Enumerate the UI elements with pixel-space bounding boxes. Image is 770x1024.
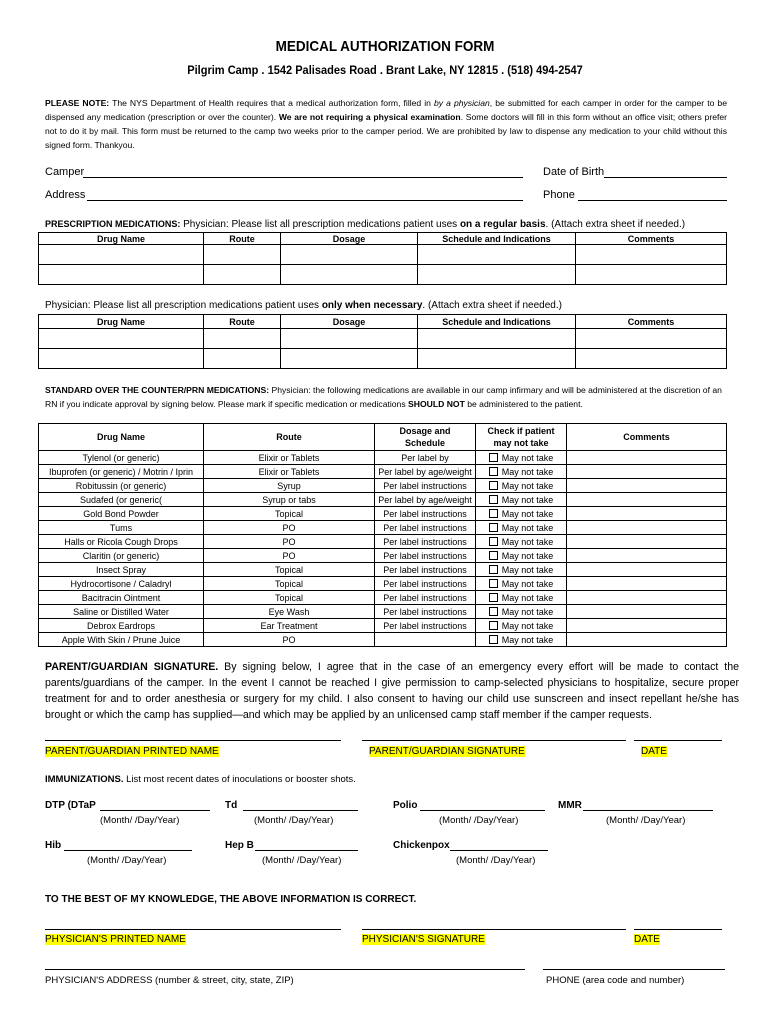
camper-input[interactable] (83, 177, 523, 178)
parent-signature-input[interactable] (362, 740, 626, 741)
otc-comments-cell[interactable] (567, 591, 727, 605)
otc-route-cell: Topical (204, 591, 375, 605)
otc-dosage-cell: Per label instructions (375, 619, 476, 633)
checkbox-icon[interactable] (489, 635, 498, 644)
otc-route-cell: Elixir or Tablets (204, 451, 375, 465)
otc-drug-cell: Claritin (or generic) (39, 549, 204, 563)
page-title: MEDICAL AUTHORIZATION FORM (275, 38, 495, 55)
may-not-take-label: May not take (501, 634, 554, 645)
td-label: Td (225, 800, 238, 811)
otc-drug-cell: Insect Spray (39, 563, 204, 577)
may-not-take-label: May not take (501, 452, 554, 463)
otc-drug-cell: Gold Bond Powder (39, 507, 204, 521)
table-row (39, 605, 727, 619)
may-not-take-label: May not take (501, 536, 554, 547)
otc-dosage-cell: Per label instructions (375, 563, 476, 577)
otc-dosage-cell: Per label by (375, 451, 476, 465)
may-not-take-label: May not take (501, 592, 554, 603)
table-row[interactable] (39, 349, 727, 369)
otc-check-cell[interactable] (476, 591, 567, 605)
otc-check-cell[interactable] (476, 451, 567, 465)
otc-route-cell: Ear Treatment (204, 619, 375, 633)
table-row (39, 619, 727, 633)
rx-table (38, 232, 727, 285)
otc-comments-cell[interactable] (567, 479, 727, 493)
physician-phone-input[interactable] (543, 969, 725, 970)
otc-drug-cell: Tylenol (or generic) (39, 451, 204, 465)
td-format: (Month/ /Day/Year) (254, 815, 334, 826)
otc-route-cell: Topical (204, 577, 375, 591)
prn-col-comments: Comments (576, 315, 727, 329)
camper-label: Camper (45, 166, 85, 178)
checkbox-icon[interactable] (489, 523, 498, 532)
physician-signature-input[interactable] (362, 929, 626, 930)
rx-col-route: Route (204, 233, 281, 245)
otc-check-cell[interactable] (476, 619, 567, 633)
otc-route-cell: Eye Wash (204, 605, 375, 619)
otc-drug-cell: Debrox Eardrops (39, 619, 204, 633)
phone-label: Phone (543, 189, 575, 201)
may-not-take-label: May not take (501, 480, 554, 491)
may-not-take-label: May not take (501, 522, 554, 533)
otc-check-cell[interactable] (476, 507, 567, 521)
address-input[interactable] (87, 200, 523, 201)
table-row[interactable] (39, 329, 727, 349)
otc-dosage-cell: Per label instructions (375, 591, 476, 605)
otc-route-cell: PO (204, 633, 375, 647)
otc-check-cell[interactable] (476, 563, 567, 577)
physician-printed-name-label: PHYSICIAN'S PRINTED NAME (45, 934, 186, 945)
may-not-take-label: May not take (501, 508, 554, 519)
rx-col-dosage: Dosage (281, 233, 418, 245)
hib-input[interactable] (64, 850, 192, 851)
otc-route-cell: PO (204, 535, 375, 549)
otc-drug-cell: Halls or Ricola Cough Drops (39, 535, 204, 549)
otc-check-cell[interactable] (476, 535, 567, 549)
checkbox-icon[interactable] (489, 579, 498, 588)
otc-col-drug: Drug Name (39, 424, 204, 451)
otc-comments-cell[interactable] (567, 633, 727, 647)
otc-drug-cell: Hydrocortisone / Caladryl (39, 577, 204, 591)
parent-printed-name-label: PARENT/GUARDIAN PRINTED NAME (45, 746, 219, 757)
checkbox-icon[interactable] (489, 467, 498, 476)
address-label: Address (45, 189, 86, 201)
mmr-format: (Month/ /Day/Year) (606, 815, 686, 826)
dtp-format: (Month/ /Day/Year) (100, 815, 180, 826)
prn-col-route: Route (204, 315, 281, 329)
otc-comments-cell[interactable] (567, 507, 727, 521)
parent-date-label: DATE (641, 746, 667, 757)
otc-drug-cell: Ibuprofen (or generic) / Motrin / Iprin (39, 465, 204, 479)
prn-col-drug: Drug Name (39, 315, 204, 329)
table-row (39, 451, 727, 465)
hepb-format: (Month/ /Day/Year) (262, 855, 342, 866)
physician-signature-label: PHYSICIAN'S SIGNATURE (362, 934, 485, 945)
otc-route-cell: Elixir or Tablets (204, 465, 375, 479)
parent-signature-label: PARENT/GUARDIAN SIGNATURE (369, 746, 525, 757)
mmr-input[interactable] (583, 810, 713, 811)
mmr-label: MMR (558, 800, 582, 811)
chickenpox-format: (Month/ /Day/Year) (456, 855, 536, 866)
otc-check-cell[interactable] (476, 549, 567, 563)
otc-dosage-cell: Per label instructions (375, 507, 476, 521)
rx-col-comments: Comments (576, 233, 727, 245)
otc-comments-cell[interactable] (567, 549, 727, 563)
otc-dosage-cell: Per label instructions (375, 521, 476, 535)
polio-format: (Month/ /Day/Year) (439, 815, 519, 826)
chickenpox-label: Chickenpox (393, 840, 450, 851)
phone-input[interactable] (578, 200, 727, 201)
may-not-take-label: May not take (501, 466, 554, 477)
otc-drug-cell: Apple With Skin / Prune Juice (39, 633, 204, 647)
may-not-take-label: May not take (501, 578, 554, 589)
otc-drug-cell: Tums (39, 521, 204, 535)
physician-address-input[interactable] (45, 969, 525, 970)
checkbox-icon[interactable] (489, 537, 498, 546)
otc-check-cell[interactable] (476, 521, 567, 535)
camp-address: Pilgrim Camp . 1542 Palisades Road . Brant Lake, NY 12815 . (518) 494-2547 (187, 63, 583, 77)
table-row (39, 535, 727, 549)
table-row (39, 479, 727, 493)
rx-heading: PRESCRIPTION MEDICATIONS: Physician: Please list all prescription medications patient uses on a regular basis. (Attach extra sheet if needed.) (45, 219, 686, 230)
otc-route-cell: Topical (204, 563, 375, 577)
hepb-input[interactable] (255, 850, 358, 851)
rx-col-drug: Drug Name (39, 233, 204, 245)
otc-drug-cell: Robitussin (or generic) (39, 479, 204, 493)
physician-date-input[interactable] (634, 929, 722, 930)
otc-route-cell: Syrup or tabs (204, 493, 375, 507)
table-row (39, 633, 727, 647)
otc-comments-cell[interactable] (567, 493, 727, 507)
otc-drug-cell: Sudafed (or generic( (39, 493, 204, 507)
table-row[interactable] (39, 265, 727, 285)
prn-col-schedule: Schedule and Indications (418, 315, 576, 329)
otc-col-comments: Comments (567, 424, 727, 451)
parent-printed-name-input[interactable] (45, 740, 341, 741)
rx-col-schedule: Schedule and Indications (418, 233, 576, 245)
polio-label: Polio (393, 800, 418, 811)
checkbox-icon[interactable] (489, 453, 498, 462)
parent-date-input[interactable] (634, 740, 722, 741)
may-not-take-label: May not take (501, 620, 554, 631)
otc-dosage-cell: Per label by age/weight (375, 465, 476, 479)
physician-printed-name-input[interactable] (45, 929, 341, 930)
checkbox-icon[interactable] (489, 495, 498, 504)
parent-consent: PARENT/GUARDIAN SIGNATURE. By signing below, I agree that in the case of an emergency every effort will be made to contact the parents/guardians of the camper. In the event I cannot be reached I give permission to camp-selected physicians to hospitalize, secure proper treatment for and to order anesthesia or surgery for my child. I also consent to having our child use sunscreen and insect repellant he/she has brought or which the camp has supplied—and which may be applied by an unlicensed camp staff member if the camper requests. (45, 661, 739, 721)
checkbox-icon[interactable] (489, 565, 498, 574)
dob-input[interactable] (604, 177, 727, 178)
td-input[interactable] (243, 810, 358, 811)
prn-table (38, 314, 727, 369)
otc-col-route: Route (204, 424, 375, 451)
otc-comments-cell[interactable] (567, 563, 727, 577)
otc-check-cell[interactable] (476, 605, 567, 619)
otc-check-cell[interactable] (476, 479, 567, 493)
otc-heading: STANDARD OVER THE COUNTER/PRN MEDICATIONS: Physician: the following medications are available in our camp infirmary and will be administered at the discretion of an RN if you indicate approval by signing below. Please mark if specific medication or medications SHOULD NOT be administered to the patient. (45, 385, 722, 409)
otc-comments-cell[interactable] (567, 619, 727, 633)
hib-label: Hib (45, 840, 62, 851)
otc-comments-cell[interactable] (567, 577, 727, 591)
physician-certify: TO THE BEST OF MY KNOWLEDGE, THE ABOVE INFORMATION IS CORRECT. (45, 894, 417, 905)
otc-comments-cell[interactable] (567, 465, 727, 479)
otc-table (38, 423, 727, 647)
prn-heading: Physician: Please list all prescription medications patient uses only when necessary. (Attach extra sheet if needed.) (45, 300, 562, 311)
otc-dosage-cell: Per label by age/weight (375, 493, 476, 507)
table-row (39, 577, 727, 591)
chickenpox-input[interactable] (450, 850, 548, 851)
may-not-take-label: May not take (501, 494, 554, 505)
otc-check-cell[interactable] (476, 633, 567, 647)
otc-rows (39, 451, 727, 647)
otc-check-cell[interactable] (476, 577, 567, 591)
table-row[interactable] (39, 245, 727, 265)
may-not-take-label: May not take (501, 606, 554, 617)
checkbox-icon[interactable] (489, 509, 498, 518)
otc-drug-cell: Bacitracin Ointment (39, 591, 204, 605)
physician-address-label: PHYSICIAN'S ADDRESS (number & street, city, state, ZIP) (45, 975, 294, 986)
otc-route-cell: PO (204, 521, 375, 535)
otc-dosage-cell (375, 633, 476, 647)
checkbox-icon[interactable] (489, 621, 498, 630)
may-not-take-label: May not take (501, 564, 554, 575)
prn-col-dosage: Dosage (281, 315, 418, 329)
physician-date-label: DATE (634, 934, 660, 945)
otc-dosage-cell: Per label instructions (375, 577, 476, 591)
table-row (39, 563, 727, 577)
otc-check-cell[interactable] (476, 493, 567, 507)
polio-input[interactable] (420, 810, 545, 811)
checkbox-icon[interactable] (489, 607, 498, 616)
otc-drug-cell: Saline or Distilled Water (39, 605, 204, 619)
otc-dosage-cell: Per label instructions (375, 535, 476, 549)
otc-comments-cell[interactable] (567, 521, 727, 535)
checkbox-icon[interactable] (489, 481, 498, 490)
dtp-label: DTP (DTaP (45, 800, 96, 811)
checkbox-icon[interactable] (489, 551, 498, 560)
otc-dosage-cell: Per label instructions (375, 605, 476, 619)
please-note: PLEASE NOTE: The NYS Department of Health requires that a medical authorization form, filled in by a physician, be submitted for each camper in order for the camper to be dispensed any medication (prescription or over the counter). We are not requiring a physical examination. Some doctors will fill in this form without an office visit; others prefer not to do it by mail. This form must be returned to the camp two weeks prior to the camper period. We are prohibited by law to dispense any medication to your child without this signed form. Thankyou. (45, 98, 727, 150)
dob-label: Date of Birth (543, 166, 605, 178)
otc-comments-cell[interactable] (567, 605, 727, 619)
hepb-label: Hep B (225, 840, 254, 851)
table-row (39, 465, 727, 479)
checkbox-icon[interactable] (489, 593, 498, 602)
table-row (39, 591, 727, 605)
otc-comments-cell[interactable] (567, 535, 727, 549)
otc-col-dosage: Dosage and Schedule (375, 424, 476, 451)
dtp-input[interactable] (100, 810, 210, 811)
hib-format: (Month/ /Day/Year) (87, 855, 167, 866)
may-not-take-label: May not take (501, 550, 554, 561)
table-row (39, 493, 727, 507)
otc-route-cell: Topical (204, 507, 375, 521)
otc-dosage-cell: Per label instructions (375, 549, 476, 563)
otc-col-check: Check if patient may not take (476, 424, 567, 451)
otc-check-cell[interactable] (476, 465, 567, 479)
otc-comments-cell[interactable] (567, 451, 727, 465)
table-row (39, 507, 727, 521)
table-row (39, 549, 727, 563)
otc-dosage-cell: Per label instructions (375, 479, 476, 493)
otc-route-cell: Syrup (204, 479, 375, 493)
table-row (39, 521, 727, 535)
physician-phone-label: PHONE (area code and number) (546, 975, 685, 986)
immunizations-heading: IMMUNIZATIONS. List most recent dates of inoculations or booster shots. (45, 774, 356, 785)
otc-route-cell: PO (204, 549, 375, 563)
